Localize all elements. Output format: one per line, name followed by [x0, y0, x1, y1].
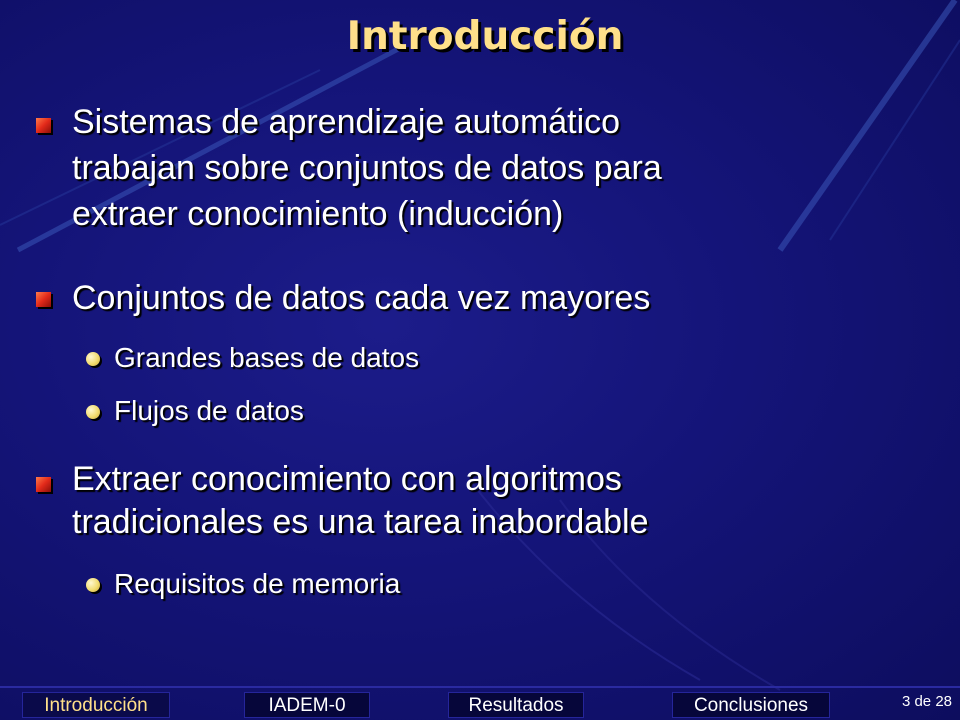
sub-bullet-item: Flujos de datos [114, 395, 304, 426]
bullet-dot-icon [86, 578, 100, 592]
nav-introduccion[interactable]: Introducción [22, 692, 170, 718]
bullet-line: tradicionales es una tarea inabordable [72, 503, 649, 541]
nav-resultados[interactable]: Resultados [448, 692, 584, 718]
bullet-line: extraer conocimiento (inducción) [72, 195, 564, 233]
footer-divider [0, 686, 960, 688]
page-indicator: 3 de 28 [901, 693, 952, 710]
bullet-line: Conjuntos de datos cada vez mayores [72, 279, 651, 317]
bullet-line: trabajan sobre conjuntos de datos para [72, 149, 662, 187]
bullet-square-icon [36, 477, 51, 492]
bullet-item [72, 99, 862, 237]
slide-title: Introducción [346, 14, 624, 59]
bullet-dot-icon [86, 352, 100, 366]
bullet-item [72, 458, 862, 544]
bullet-line: Sistemas de aprendizaje automático [72, 103, 621, 141]
bullet-line: Extraer conocimiento con algoritmos [72, 460, 622, 498]
nav-iadem-0[interactable]: IADEM-0 [244, 692, 370, 718]
sub-bullet-item: Grandes bases de datos [114, 342, 420, 373]
sub-bullet-item: Requisitos de memoria [114, 568, 401, 599]
bullet-dot-icon [86, 405, 100, 419]
bullet-square-icon [36, 292, 51, 307]
nav-conclusiones[interactable]: Conclusiones [672, 692, 830, 718]
bullet-square-icon [36, 118, 51, 133]
bullet-item [72, 275, 862, 321]
